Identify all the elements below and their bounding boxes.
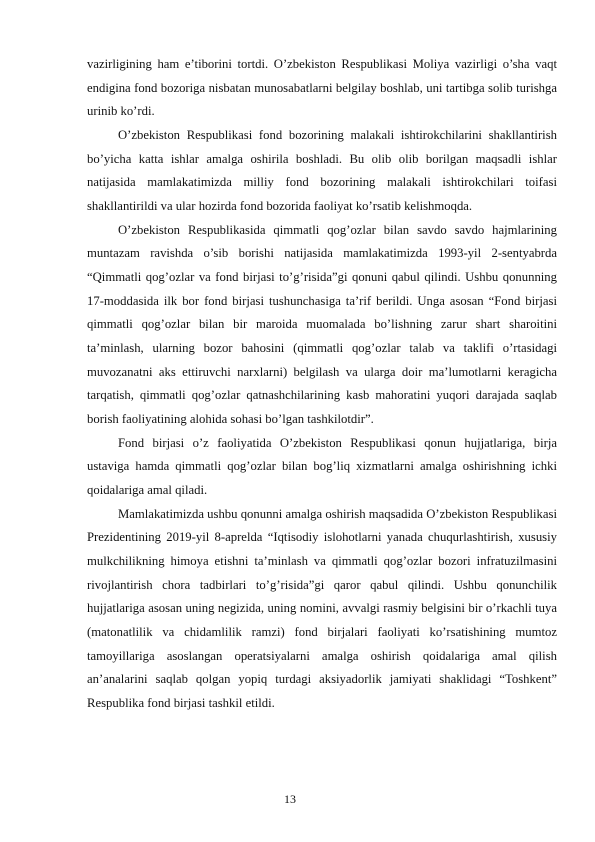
page-number: 13 [284,792,296,806]
body-text [87,53,557,716]
paragraph-presidential-decree: Mamlakatimizda ushbu qonunni amalga oshirish maqsadida O’zbekiston Respublikasi Prezidentining 2019-yil 8-aprelda “Iqtisodiy islohotlarni yanada chuqurlashtirish, xususiy mulkchilikning himoya etishni ta’minlash va qimmatli qog’ozlar bozori infratuzilmasini rivojlantirish chora tadbirlari to’g’risida”gi qaror qabul qilindi. Ushbu qonunchilik hujjatlariga asosan uning negizida, uning nomini, avvalgi rasmiy belgisini bir o’rkachli tuya (matonatlilik va chidamlilik ramzi) fond birjalari faoliyati ko’rsatishining mumtoz tamoyillariga asoslangan operatsiyalarni amalga oshirish qoidalariga amal qilish an’analarini saqlab qolgan yopiq turdagi aksiyadorlik jamiyati shaklidagi “Toshkent” Respublika fond birjasi tashkil etildi. [87,506,557,711]
paragraph-continuation: vazirligining ham e’tiborini tortdi. O’zbekiston Respublikasi Moliya vazirligi o’sha vaqt endigina fond bozoriga nisbatan munosabatlarni belgilay boshlab, uni tartibga solib turishga urinib ko’rdi. [87,57,557,119]
paragraph-exchange-rules: Fond birjasi o’z faoliyatida O’zbekiston Respublikasi qonun hujjatlariga, birja ustaviga hamda qimmatli qog’ozlar bilan bog’liq xizmatlarni amalga oshirishning ichki qoidalariga amal qiladi. [87,435,557,498]
paragraph-securities-law: O’zbekiston Respublikasida qimmatli qog’ozlar bilan savdo savdo hajmlarining muntazam ravishda o’sib borishi natijasida mamlakatimizda 1993-yil 2-sentyabrda “Qimmatli qog’ozlar va fond birjasi to’g’risida”gi qonuni qabul qilindi. Ushbu qonunning 17-moddasida ilk bor fond birjasi tushunchasiga ta’rif berildi. Unga asosan “Fond birjasi qimmatli qog’ozlar bilan bir maroida muomalada bo’lishning zarur shart sharoitini ta’minlash, ularning bozor bahosini (qimmatli qog’ozlar talab va taklifi o’rtasidagi muvozanatni aks ettiruvchi narxlarni) belgilash va ularga doir ma’lumotlarni keragicha tarqatish, qimmatli qog’ozlar qatnashchilarining kasb mahoratini yuqori darajada saqlab borish faoliyatining alohida sohasi bo’lgan tashkilotdir”. [87,222,557,427]
paragraph-market-participants: O’zbekiston Respublikasi fond bozorining malakali ishtirokchilarini shakllantirish bo’yicha katta ishlar amalga oshirila boshladi. Bu olib olib borilgan maqsadli ishlar natijasida mamlakatimizda milliy fond bozorining malakali ishtirokchilari toifasi shakllantirildi va ular hozirda fond bozorida faoliyat ko’rsatib kelishmoqda. [87,128,557,214]
